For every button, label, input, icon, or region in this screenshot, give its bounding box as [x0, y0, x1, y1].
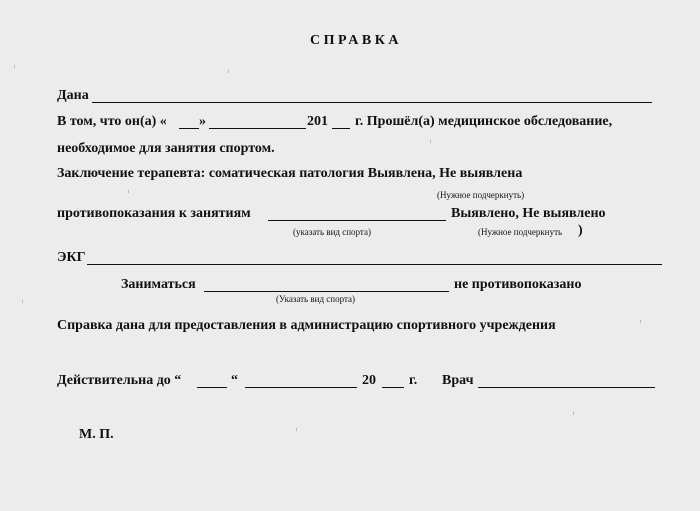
closing-paren: ) [578, 223, 583, 238]
valid-year-prefix: 20 [362, 373, 376, 388]
valid-until-label: Действительна до “ [57, 373, 182, 388]
exam-purpose-text: необходимое для занятия спортом. [57, 141, 275, 156]
contraindications-options: Выявлено, Не выявлено [451, 206, 606, 221]
purpose-statement: Справка дана для предоставления в администрацию спортивного учреждения [57, 318, 556, 333]
paper-speck [296, 428, 297, 431]
paper-speck [228, 70, 229, 73]
paper-speck [14, 65, 15, 68]
paper-speck [430, 140, 431, 143]
sport-type-hint: (указать вид спорта) [293, 227, 371, 237]
exam-date-lead: В том, что он(а) « [57, 114, 167, 129]
exam-year-field[interactable] [332, 128, 350, 129]
document-title: СПРАВКА [310, 33, 402, 48]
paper-speck [640, 320, 641, 323]
contraindications-label: противопоказания к занятиям [57, 206, 251, 221]
valid-close-quote: “ [231, 373, 238, 388]
underline-needed-note: (Нужное подчеркнуть) [437, 190, 525, 200]
exam-passed-text: г. Прошёл(а) медицинское обследование, [355, 114, 613, 129]
paper-speck [128, 190, 129, 193]
doctor-label: Врач [442, 373, 474, 388]
paper-speck [573, 412, 574, 415]
ecg-field[interactable] [87, 264, 662, 265]
doctor-signature-field[interactable] [478, 387, 655, 388]
exam-day-field[interactable] [179, 128, 199, 129]
stamp-place-label: М. П. [79, 427, 114, 442]
exam-month-field[interactable] [209, 128, 306, 129]
not-contraindicated-text: не противопоказано [454, 277, 582, 292]
allowed-sport-label: Заниматься [121, 277, 196, 292]
underline-needed-note-2: (Нужное подчеркнуть [478, 227, 563, 237]
therapist-conclusion-text: Заключение терапевта: соматическая патология Выявлена, Не выявлена [57, 166, 523, 181]
paper-speck [22, 300, 23, 303]
ecg-label: ЭКГ [57, 250, 86, 265]
allowed-sport-hint: (Указать вид спорта) [276, 294, 356, 304]
exam-date-close-quote: » [199, 114, 206, 129]
valid-month-field[interactable] [245, 387, 357, 388]
sport-type-field[interactable] [268, 220, 446, 221]
valid-year-suffix: г. [409, 373, 418, 388]
exam-year-prefix: 201 [307, 114, 328, 129]
issued-to-label: Дана [57, 88, 89, 103]
valid-year-field[interactable] [382, 387, 404, 388]
issued-to-field[interactable] [92, 102, 652, 103]
valid-day-field[interactable] [197, 387, 227, 388]
allowed-sport-field[interactable] [204, 291, 449, 292]
